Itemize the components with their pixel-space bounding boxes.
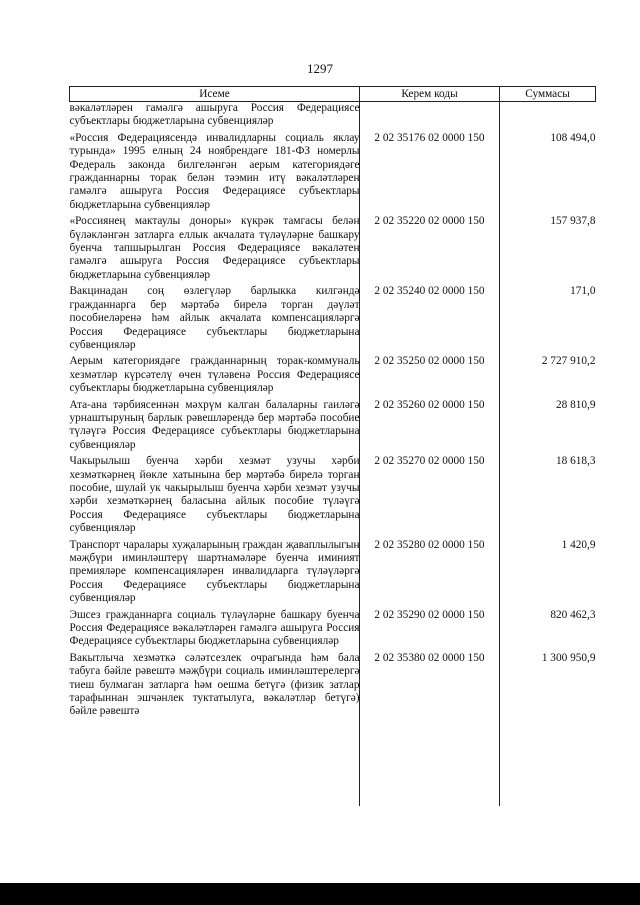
- row-name: Эшсез гражданнарга социаль түләүләрне башкару буенча Россия Федерациясе вәкаләтләрен гамәлгә ашыруга Россия Федерациясе субъектлары бюджетларына субвенцияләр: [69, 608, 360, 648]
- row-code: 2 02 35380 02 0000 150: [374, 651, 485, 664]
- row-code: 2 02 35250 02 0000 150: [374, 355, 485, 368]
- row-code: 2 02 35220 02 0000 150: [374, 215, 485, 228]
- row-name: Аерым категориядәге гражданнарның торак-коммуналь хезмәтләр күрсәтелү өчен түләвенә Россия Федерациясе субъектлары бюджетларына субвенцияләр: [69, 355, 360, 395]
- row-name: Транспорт чаралары хуҗаларының граждан җаваплылыгын мәҗбүри иминләштерү шартнамәләре буенча иминият премияләре компенсацияләрен инвалидларга түләүләргә Россия Федерациясе субъектлары бюджетларына субвенцияләр: [69, 538, 360, 605]
- row-code: 2 02 35280 02 0000 150: [374, 538, 485, 551]
- table-row: [70, 355, 596, 398]
- header-sum: Суммасы: [500, 87, 596, 102]
- column-divider-1: [359, 100, 360, 806]
- row-code: 2 02 35240 02 0000 150: [374, 285, 485, 298]
- row-sum: 157 937,8: [550, 215, 596, 228]
- row-sum: [500, 102, 596, 132]
- row-sum: 171,0: [570, 285, 596, 298]
- table-row: [70, 215, 596, 285]
- table-row: [70, 399, 596, 456]
- scan-edge-bar: [0, 883, 640, 905]
- row-sum: 108 494,0: [550, 131, 596, 144]
- table-row: [70, 132, 596, 215]
- row-sum: 28 810,9: [555, 398, 596, 411]
- table-header-row: [70, 87, 596, 102]
- row-code: 2 02 35260 02 0000 150: [374, 398, 485, 411]
- table-row: [70, 539, 596, 609]
- table-row: [70, 609, 596, 652]
- row-code: 2 02 35176 02 0000 150: [374, 131, 485, 144]
- row-code: [360, 102, 500, 132]
- row-sum: 1 420,9: [561, 538, 596, 551]
- row-code: 2 02 35290 02 0000 150: [374, 608, 485, 621]
- row-sum: 1 300 950,9: [541, 651, 596, 664]
- row-name: Вакытлыча хезмәткә сәләтсезлек очрагында һәм бала табуга бәйле рәвештә мәҗбүри социаль иминләштерелергә тиеш булмаган затларга һәм оешма бетүгә (физик затлар тарафыннан эшчәнлек туктатылуга, вәкаләтләр бетүгә) бәйле рәвештә: [69, 651, 360, 718]
- table-row: [70, 652, 596, 722]
- header-code: Керем коды: [360, 87, 500, 102]
- table-row: [70, 285, 596, 355]
- header-name: Исеме: [70, 87, 360, 102]
- row-name: «Россиянең мактаулы доноры» күкрәк тамгасы белән бүләкләнгән затларга еллык акчалата түләүләрне башкару буенча тапшырылган Россия Федерациясе вәкаләтен гамәлгә ашыруга Россия Федерациясе субъектлары бюджетларына субвенцияләр: [69, 215, 360, 281]
- page-number: 1297: [307, 61, 333, 76]
- budget-table: [69, 86, 596, 722]
- row-sum: 820 462,3: [550, 608, 596, 621]
- row-code: 2 02 35270 02 0000 150: [374, 455, 485, 468]
- table-row: [70, 455, 596, 538]
- row-name: Чакырылыш буенча хәрби хезмәт узучы хәрби хезмәткәрнең йөкле хатынына бер мәртәбә бирелә торган пособие, шулай ук чакырылыш буенча хәрби хезмәт узучы хәрби хезмәткәрнең баласына айлык пособие түләүгә Россия Федерациясе субъектлары бюджетларына субвенцияләр: [69, 455, 360, 535]
- row-name: вәкаләтләрен гамәлгә ашыруга Россия Федерациясе субъектлары бюджетларына субвенцияләр: [69, 102, 360, 128]
- row-name: Ата-ана тәрбиясеннән мәхрүм калган балаларны гаиләгә урнаштыруның барлык рәвешләрендә бер мәртәбә пособие түләүгә Россия Федерациясе субъектлары бюджетларына субвенцияләр: [69, 398, 360, 451]
- row-sum: 18 618,3: [555, 455, 596, 468]
- row-name: «Россия Федерациясендә инвалидларны социаль яклау турында» 1995 елның 24 ноябрендәге 181-ФЗ номерлы Федераль законда билгеләнгән аерым категориядәге гражданнарны торак белән тәэмин итү вәкаләтләрен гамәлгә ашыруга Россия Федерациясе субъектлары бюджетларына субвенцияләр: [69, 131, 360, 211]
- row-name: Вакцинадан соң өзлегүләр барлыкка килгәндә гражданнарга бер мәртәбә бирелә торган дәүләт пособиеләренә һәм айлык акчалата компенсацияләргә Россия Федерациясе субъектлары бюджетларына субвенцияләр: [69, 285, 360, 351]
- row-sum: 2 727 910,2: [541, 355, 596, 368]
- table-row: [70, 102, 596, 132]
- column-divider-2: [499, 100, 500, 806]
